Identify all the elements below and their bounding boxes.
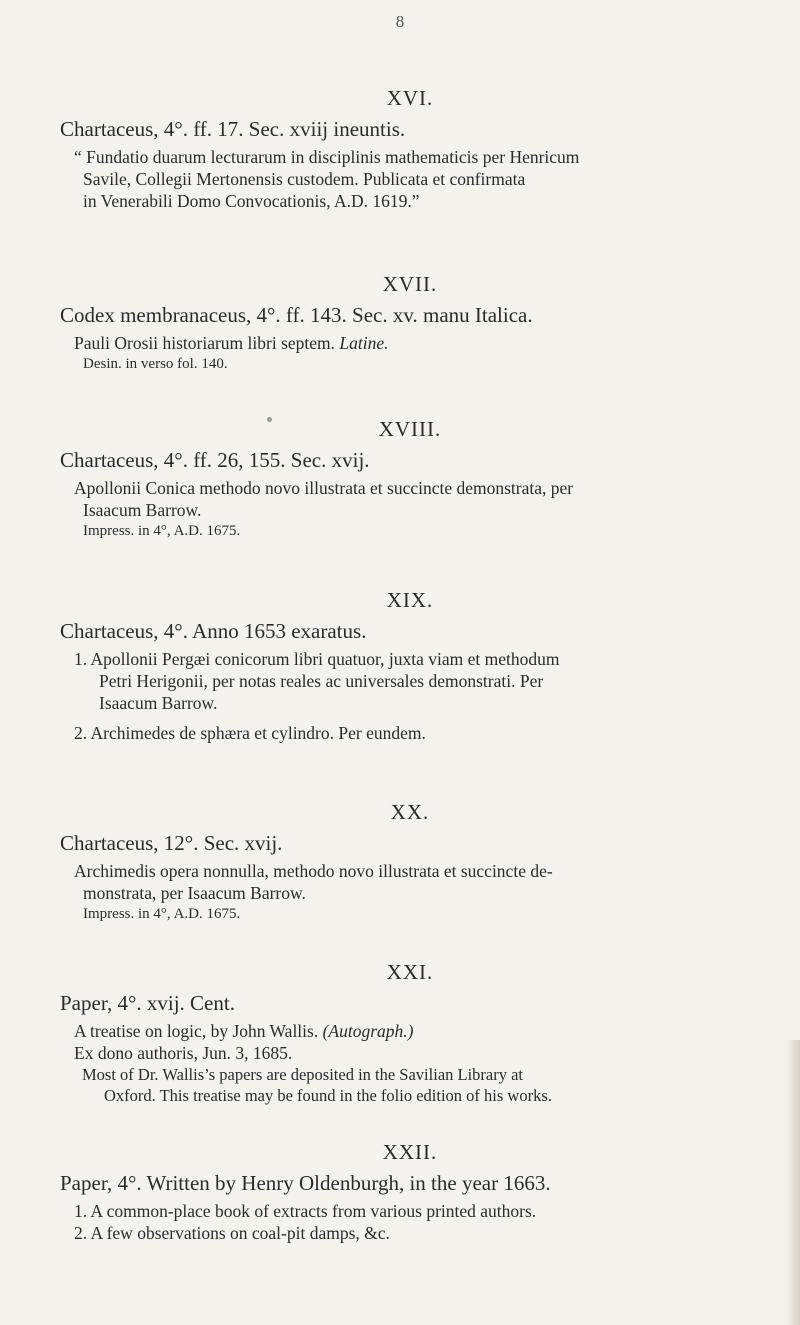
entry-text: Apollonii Conica methodo novo illustrata et succincte demonstrata, per bbox=[74, 478, 574, 498]
entry-text: Isaacum Barrow. bbox=[83, 500, 202, 520]
entry-xvi bbox=[60, 86, 760, 212]
entry-text: 2. A few observations on coal-pit damps, &c. bbox=[74, 1223, 390, 1243]
entry-heading: Paper, 4°. xvij. Cent. bbox=[60, 991, 235, 1015]
entry-detail: Impress. in 4°, A.D. 1675. bbox=[83, 906, 241, 922]
entry-heading: Chartaceus, 12°. Sec. xvij. bbox=[60, 831, 283, 855]
entry-xviii bbox=[60, 417, 760, 541]
entry-text: in Venerabili Domo Convocationis, A.D. 1619.” bbox=[83, 191, 420, 211]
entry-xxi bbox=[60, 960, 760, 1106]
entry-numeral: XVII. bbox=[382, 272, 438, 296]
entry-text-italic: (Autograph.) bbox=[322, 1021, 414, 1041]
ink-speck bbox=[267, 417, 272, 422]
entry-text bbox=[60, 332, 760, 354]
entry-text: Isaacum Barrow. bbox=[99, 693, 218, 713]
entry-xvii bbox=[60, 272, 760, 374]
entry-text: Savile, Collegii Mertonensis custodem. Publicata et confirmata bbox=[83, 169, 526, 189]
entry-xxii bbox=[60, 1140, 760, 1244]
entry-numeral: XXI. bbox=[386, 960, 434, 984]
entry-heading: Chartaceus, 4°. ff. 26, 155. Sec. xvij. bbox=[60, 448, 370, 472]
entry-text: 1. Apollonii Pergæi conicorum libri quatuor, juxta viam et methodum bbox=[74, 649, 560, 669]
entry-text-roman: Pauli Orosii historiarum libri septem. bbox=[74, 333, 336, 353]
page-edge-shadow bbox=[786, 1040, 800, 1325]
entry-heading: Codex membranaceus, 4°. ff. 143. Sec. xv. manu Italica. bbox=[60, 303, 533, 327]
entry-text: Petri Herigonii, per notas reales ac universales demonstrati. Per bbox=[99, 671, 544, 691]
page-number: 8 bbox=[395, 12, 405, 31]
entry-text-roman: A treatise on logic, by John Wallis. bbox=[74, 1021, 319, 1041]
entry-text: monstrata, per Isaacum Barrow. bbox=[83, 883, 306, 903]
entry-numeral: XVIII. bbox=[378, 417, 442, 441]
entry-numeral: XIX. bbox=[386, 588, 434, 612]
entry-xix bbox=[60, 588, 760, 744]
entry-heading: Chartaceus, 4°. ff. 17. Sec. xviij ineuntis. bbox=[60, 117, 406, 141]
entry-text: 1. A common-place book of extracts from various printed authors. bbox=[74, 1201, 537, 1221]
entry-numeral: XX. bbox=[390, 800, 430, 824]
entry-xx bbox=[60, 800, 760, 924]
entry-text bbox=[60, 1020, 760, 1042]
entry-text: “ Fundatio duarum lecturarum in disciplinis mathematicis per Henricum bbox=[74, 147, 580, 167]
entry-numeral: XXII. bbox=[382, 1140, 438, 1164]
entry-heading: Paper, 4°. Written by Henry Oldenburgh, in the year 1663. bbox=[60, 1171, 551, 1195]
entry-heading: Chartaceus, 4°. Anno 1653 exaratus. bbox=[60, 619, 367, 643]
entry-numeral: XVI. bbox=[386, 86, 434, 110]
entry-text-italic: Latine. bbox=[339, 333, 389, 353]
entry-detail: Impress. in 4°, A.D. 1675. bbox=[83, 523, 241, 539]
entry-text: Archimedis opera nonnulla, methodo novo illustrata et succincte de- bbox=[74, 861, 553, 881]
entry-text: 2. Archimedes de sphæra et cylindro. Per eundem. bbox=[74, 723, 426, 743]
entry-text: Ex dono authoris, Jun. 3, 1685. bbox=[74, 1043, 293, 1063]
entry-note: Oxford. This treatise may be found in the folio edition of his works. bbox=[104, 1086, 552, 1105]
entry-detail: Desin. in verso fol. 140. bbox=[83, 356, 228, 372]
entry-note: Most of Dr. Wallis’s papers are deposited in the Savilian Library at bbox=[82, 1065, 524, 1084]
